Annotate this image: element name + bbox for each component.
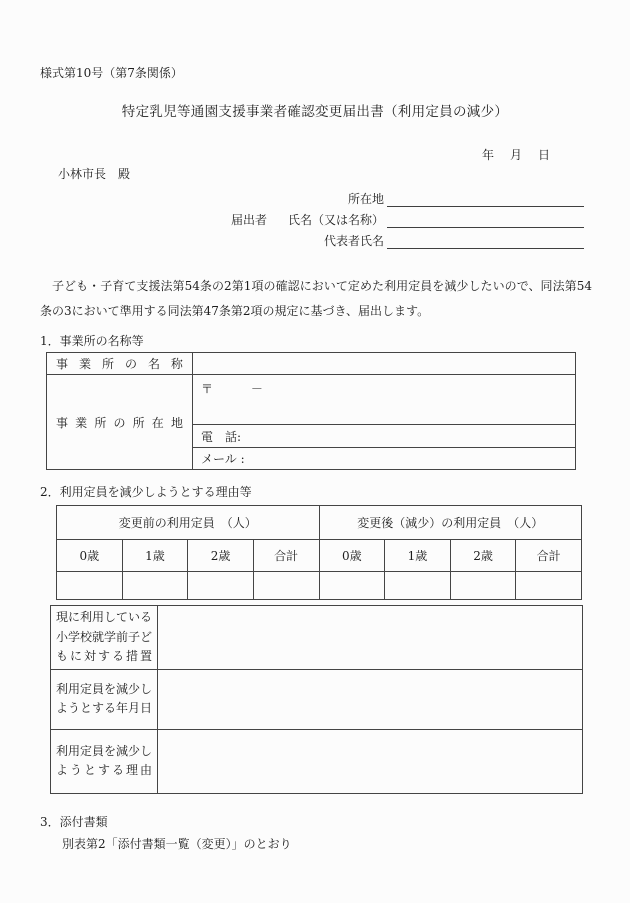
age-column-header: 1歳 — [122, 540, 188, 572]
capacity-value-row — [57, 572, 582, 600]
page-title: 特定乳児等通園支援事業者確認変更届出書（利用定員の減少） — [121, 104, 509, 120]
capacity-value-cell — [319, 572, 385, 600]
notifier-block — [231, 186, 584, 249]
age-column-header: 2歳 — [450, 540, 516, 572]
postal-mark-icon: 〒 — [201, 382, 214, 396]
name-label: 氏名（又は名称） — [287, 213, 384, 227]
address-label: 所在地 — [347, 192, 384, 206]
detail-row-value — [158, 729, 583, 793]
establishment-name-label-cell — [47, 353, 193, 375]
capacity-value-cell — [450, 572, 516, 600]
detail-table — [50, 605, 583, 794]
capacity-value-cell — [188, 572, 254, 600]
detail-row-value — [158, 669, 583, 729]
representative-underline — [387, 233, 584, 249]
notifier-role-label: 届出者 — [231, 213, 268, 227]
age-column-header: 1歳 — [385, 540, 451, 572]
age-column-header: 0歳 — [57, 540, 123, 572]
phone-label-cell: 電 話: — [193, 425, 576, 448]
section1-heading: 1．事業所の名称等 — [40, 334, 144, 348]
age-column-header: 0歳 — [319, 540, 385, 572]
capacity-header-row — [57, 506, 582, 540]
age-column-header: 合計 — [516, 540, 582, 572]
capacity-value-cell — [516, 572, 582, 600]
form-number: 様式第10号（第7条関係） — [40, 66, 183, 80]
establishment-table — [46, 352, 576, 470]
establishment-name-label: 事 業 所 の 名 称 — [56, 357, 183, 371]
establishment-address-label: 事 業 所 の 所 在 地 — [56, 415, 183, 430]
representative-label: 代表者氏名 — [323, 234, 384, 248]
section3-heading: 3．添付書類 — [40, 815, 108, 829]
detail-row-measures — [51, 606, 583, 670]
capacity-after-header: 変更後（減少）の利用定員 （人） — [319, 506, 582, 540]
capacity-value-cell — [57, 572, 123, 600]
attachment-note: 別表第2「添付書類一覧（変更）」のとおり — [62, 837, 292, 851]
capacity-value-cell — [253, 572, 319, 600]
detail-row-label: 現に利用している小学校就学前子どもに対する措置 — [51, 606, 158, 670]
address-underline — [387, 191, 584, 207]
capacity-value-cell — [122, 572, 188, 600]
notifier-address-row — [231, 186, 584, 207]
establishment-name-value-cell — [193, 353, 576, 375]
detail-row-value — [158, 606, 583, 670]
establishment-address-label-cell — [47, 375, 193, 470]
capacity-before-header: 変更前の利用定員 （人） — [57, 506, 320, 540]
establishment-name-row — [47, 353, 576, 375]
age-header-row — [57, 540, 582, 572]
capacity-value-cell — [385, 572, 451, 600]
detail-row-date — [51, 669, 583, 729]
detail-row-reason — [51, 729, 583, 793]
mail-label-cell: メール : — [193, 448, 576, 470]
section2-heading: 2．利用定員を減少しようとする理由等 — [40, 485, 252, 499]
name-underline — [387, 212, 584, 228]
age-column-header: 合計 — [253, 540, 319, 572]
addressee: 小林市長 殿 — [58, 167, 131, 181]
notifier-representative-row — [231, 228, 584, 249]
detail-row-label: 利用定員を減少しようとする理由 — [51, 729, 158, 793]
age-column-header: 2歳 — [188, 540, 254, 572]
date-line: 年 月 日 — [481, 148, 552, 162]
detail-row-label: 利用定員を減少しようとする年月日 — [51, 669, 158, 729]
establishment-address-row — [47, 375, 576, 425]
capacity-table — [56, 505, 582, 600]
body-paragraph: 子ども・子育て支援法第54条の2第1項の確認において定めた利用定員を減少したいので、同法第54条の3において準用する同法第47条第2項の規定に基づき、届出します。 — [40, 279, 592, 318]
notifier-name-row — [231, 207, 584, 228]
postal-address-cell — [193, 375, 576, 425]
postal-dash: － — [250, 382, 263, 396]
